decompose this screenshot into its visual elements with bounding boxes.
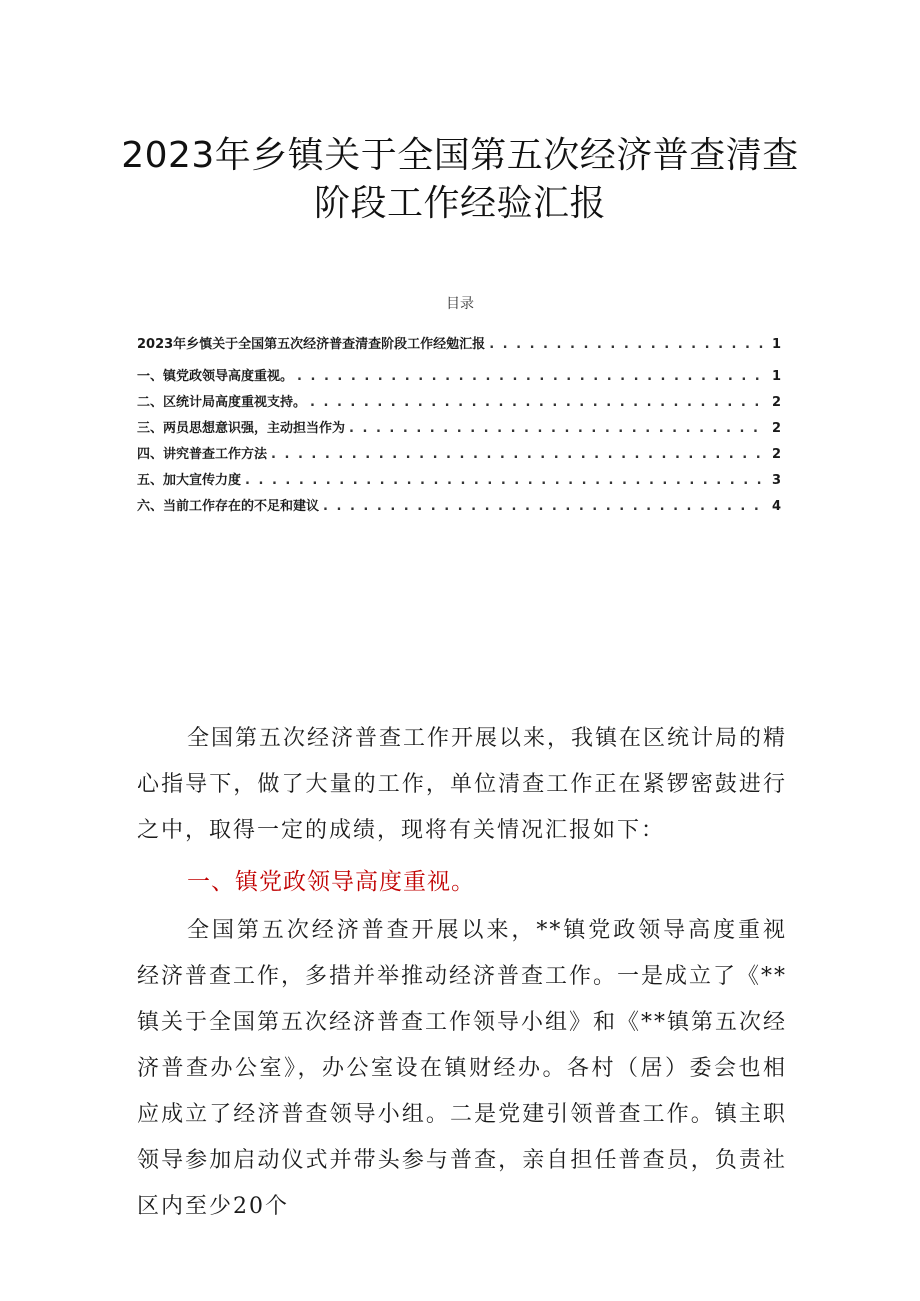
toc-leader-dots: [271, 442, 767, 468]
toc-entry-page: 1: [771, 369, 781, 384]
toc-entry[interactable]: [137, 494, 781, 520]
toc-leader-dots: [349, 416, 767, 442]
toc-entry[interactable]: [137, 332, 781, 358]
toc-entry[interactable]: [137, 416, 781, 442]
toc-leader-dots: [297, 364, 767, 390]
toc-entry-text: 2023年乡慎关于全国第五次经济普查清查阶段工作经勉汇报: [137, 337, 486, 352]
toc-leader-dots: [310, 390, 767, 416]
toc-entry-text: 三、两员思想意识强，主动担当作为: [137, 421, 346, 436]
toc-leader-dots: [489, 332, 767, 358]
toc-entry-page: 1: [771, 337, 781, 352]
toc-entry[interactable]: [137, 390, 781, 416]
toc-entry[interactable]: [137, 468, 781, 494]
toc-entry-page: 3: [771, 473, 781, 488]
section-heading-1: 一、镇党政领导高度重视。: [187, 869, 475, 895]
toc-heading: 目录: [446, 296, 474, 312]
toc-leader-dots: [323, 494, 767, 520]
toc-entry-text: 二、区统计局高度重视支持。: [137, 395, 307, 410]
section-1-paragraph: 全国第五次经济普查开展以来，**镇党政领导高度重视经济普查工作，多措并举推动经济普查工作。一是成立了《**镇关于全国第五次经济普查工作领导小组》和《**镇第五次经济普查办公室》，办公室设在镇财经办。各村（居）委会也相应成立了经济普查领导小组。二是党建引领普查工作。镇主职领导参加启动仪式并带头参与普查，亲自担任普查员，负责社区内至少20个: [137, 918, 788, 1219]
intro-paragraph: 全国第五次经济普查工作开展以来，我镇在区统计局的精心指导下，做了大量的工作，单位清查工作正在紧锣密鼓进行之中，取得一定的成绩，现将有关情况汇报如下：: [137, 726, 788, 843]
toc-entry[interactable]: [137, 442, 781, 468]
document-title-line2: 阶段工作经验汇报: [313, 183, 606, 224]
toc-entry-page: 4: [771, 499, 781, 514]
table-of-contents: [137, 332, 781, 520]
toc-leader-dots: [245, 468, 767, 494]
toc-entry-page: 2: [771, 421, 781, 436]
toc-entry[interactable]: [137, 364, 781, 390]
toc-entry-text: 四、讲究普查工作方法: [137, 447, 268, 462]
toc-entry-page: 2: [771, 447, 781, 462]
toc-entry-text: 一、镇党政领导高度重视。: [137, 369, 294, 384]
toc-entry-page: 2: [771, 395, 781, 410]
document-title-line1: 2023年乡镇关于全国第五次经济普查清查: [121, 135, 799, 176]
toc-entry-text: 六、当前工作存在的不足和建议: [137, 499, 320, 514]
toc-entry-text: 五、加大宣传力度: [137, 473, 242, 488]
